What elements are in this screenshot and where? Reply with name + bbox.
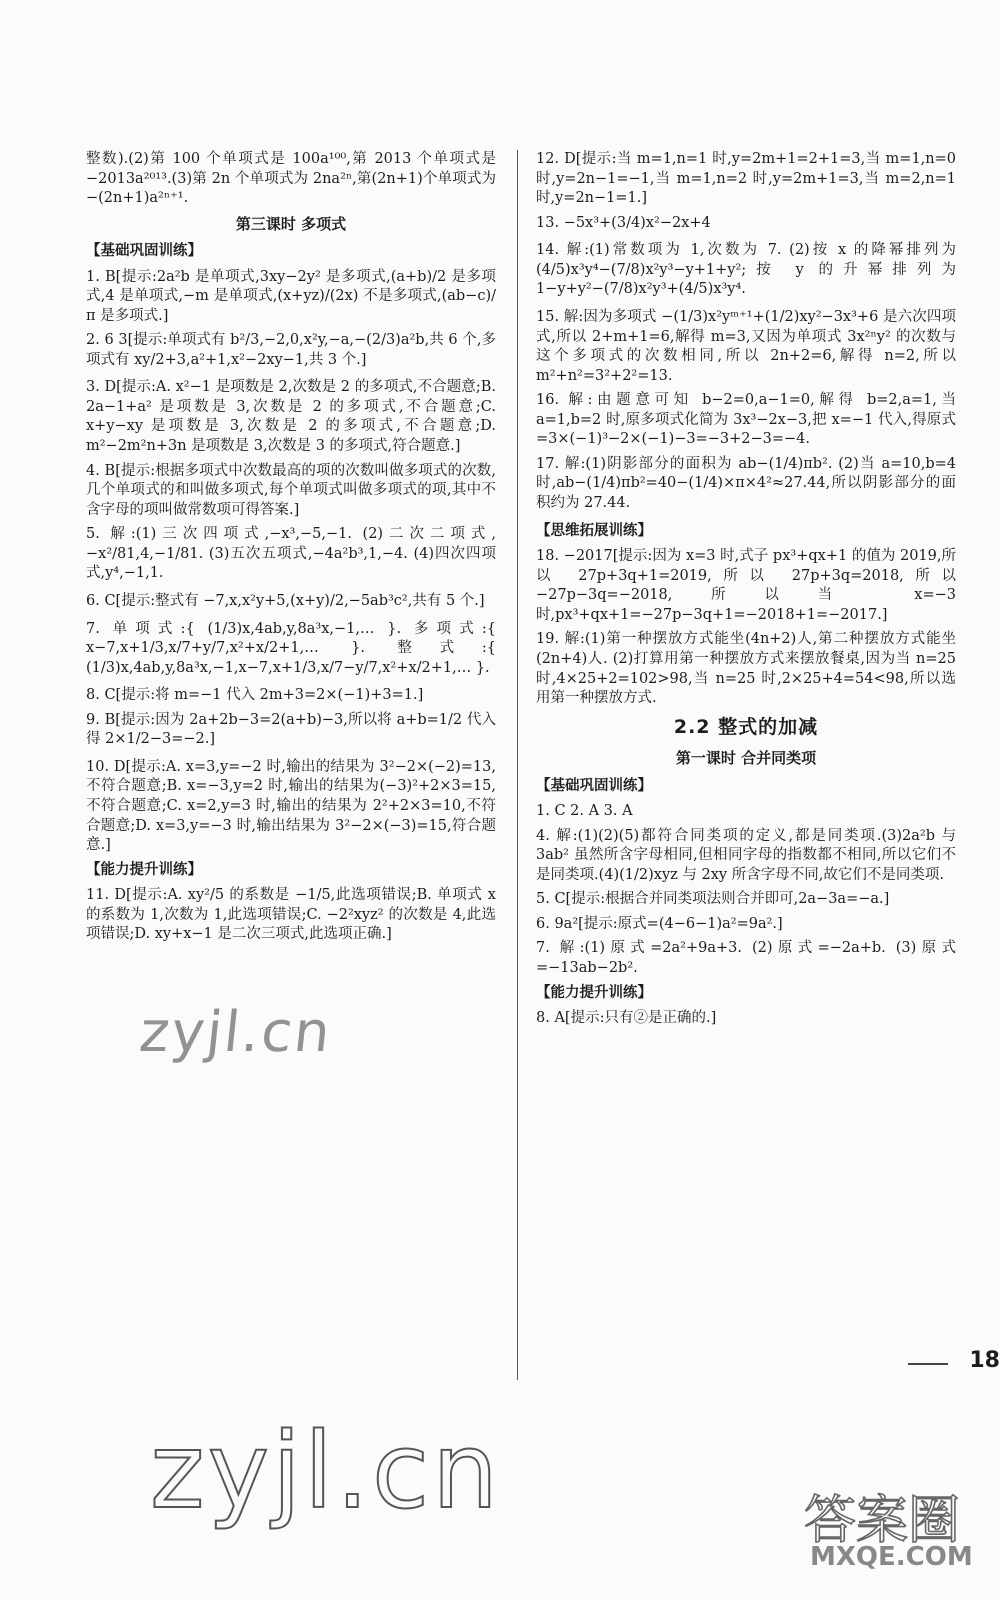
section-heading: 【能力提升训练】 xyxy=(86,861,202,878)
answer-6: 6. 9a²[提示:原式=(4−6−1)a²=9a².] xyxy=(536,915,783,932)
answer-9: 9. B[提示:因为 2a+2b−3=2(a+b)−3,所以将 a+b=1/2 代入得 2×1/2−3=−2.] xyxy=(86,711,496,748)
answer-paragraph: 整数).(2)第 100 个单项式是 100a¹⁰⁰,第 2013 个单项式是 −2013a²⁰¹³.(3)第 2n 个单项式为 2na²ⁿ,第(2n+1)个单项式为 −(2n+1)a²ⁿ⁺¹. xyxy=(86,151,496,207)
answer-16: 16. 解:由题意可知 b−2=0,a−1=0,解得 b=2,a=1,当 a=1,b=2 时,原多项式化简为 3x³−2x−3,把 x=−1 代入,得原式=3×(−1)³−2×(−1)−3=−3+2−3=−4. xyxy=(536,392,956,448)
section-heading: 【思维拓展训练】 xyxy=(536,522,652,539)
answer-15: 15. 解:因为多项式 −(1/3)x²yᵐ⁺¹+(1/2)xy²−3x³+6 是六次四项式,所以 2+m+1=6,解得 m=3,又因为单项式 3x²ⁿy² 的次数与这个多项式的次数相同,所以 2n+2=6,解得 n=2,所以 m²+n²=3²+2²=13. xyxy=(536,308,956,384)
answer-12: 12. D[提示:当 m=1,n=1 时,y=2m+1=2+1=3,当 m=1,n=0 时,y=2n−1=−1,当 m=1,n=2 时,y=2m+1=3,当 m=2,n=1 时,y=2n−1=1.] xyxy=(536,151,956,207)
column-divider xyxy=(517,150,518,1380)
watermark-logo xyxy=(800,1478,973,1578)
answer-1: 1. B[提示:2a²b 是单项式,3xy−2y² 是多项式,(a+b)/2 是多项式,4 是单项式,−m 是单项式,(x+yz)/(2x) 不是多项式,(ab−c)/π 是多项式.] xyxy=(86,268,496,324)
answer-1-3: 1. C 2. A 3. A xyxy=(536,803,633,820)
answer-2: 2. 6 3[提示:单项式有 b²/3,−2,0,x²y,−a,−(2/3)a²b,共 6 个,多项式有 xy/2+3,a²+1,x²−2xy−1,共 3 个.] xyxy=(86,332,496,368)
section-heading: 【能力提升训练】 xyxy=(536,984,652,1001)
answer-18: 18. −2017[提示:因为 x=3 时,式子 px³+qx+1 的值为 2019,所以 27p+3q+1=2019,所以 27p+3q=2018,所以 −27p−3q=−2018,所以当 x=−3 时,px³+qx+1=−27p−3q+1=−2018+1=−2017.] xyxy=(536,548,956,623)
answer-6: 6. C[提示:整式有 −7,x,x²y+5,(x+y)/2,−5ab³c²,共有 5 个.] xyxy=(86,592,485,609)
answer-5: 5. C[提示:根据合并同类项法则合并即可,2a−3a=−a.] xyxy=(536,891,890,908)
answer-7: 7. 解:(1)原式=2a²+9a+3. (2)原式=−2a+b. (3)原式=−13ab−2b². xyxy=(536,940,956,977)
answer-3: 3. D[提示:A. x²−1 是项数是 2,次数是 2 的多项式,不合题意;B. 2a−1+a² 是项数是 3,次数是 2 的多项式,不合题意;C. x+y−xy 是项数是 3,次数是 2 的多项式,不合题意;D. m²−2m²n+3n 是项数是 3,次数是 3 的多项式,符合题意.] xyxy=(86,379,496,454)
page-number-rule xyxy=(908,1363,948,1365)
chapter-title: 2.2 整式的加减 xyxy=(673,715,819,738)
answer-4: 4. B[提示:根据多项式中次数最高的项的次数叫做多项式的次数,几个单项式的和叫做多项式,每个单项式叫做多项式的项,其中不含字母的项叫做常数项可得答案.] xyxy=(86,462,496,518)
answer-5: 5. 解:(1)三次四项式,−x³,−5,−1. (2)二次二项式,−x²/81,4,−1/81. (3)五次五项式,−4a²b³,1,−4. (4)四次四项式,y⁴,−1,1. xyxy=(86,526,496,582)
answer-10: 10. D[提示:A. x=3,y=−2 时,输出的结果为 3²−2×(−2)=13,不符合题意;B. x=−3,y=2 时,输出的结果为(−3)²+2×3=15,不符合题意;C. x=2,y=3 时,输出的结果为 2²+2×3=10,不符合题意;D. x=3,y=−3 时,输出结果为 3²−2×(−3)=15,符合题意.] xyxy=(86,758,496,854)
section-heading: 【基础巩固训练】 xyxy=(86,242,202,259)
answer-17: 17. 解:(1)阴影部分的面积为 ab−(1/4)πb². (2)当 a=10,b=4 时,ab−(1/4)πb²=40−(1/4)×π×4²≈27.44,所以阴影部分的面积约为 27.44. xyxy=(536,455,956,511)
lesson-title: 第三课时 多项式 xyxy=(235,214,347,233)
answer-8: 8. A[提示:只有②是正确的.] xyxy=(536,1010,717,1027)
answer-4: 4. 解:(1)(2)(5)都符合同类项的定义,都是同类项.(3)2a²b 与 3ab² 虽然所含字母相同,但相同字母的指数都不相同,所以它们不是同类项.(4)(1/2)xyz 与 2xy 所含字母不同,故它们不是同类项. xyxy=(536,827,956,883)
right-column xyxy=(536,150,956,1034)
watermark-logo-en: MXQE.COM xyxy=(810,1542,973,1572)
left-column xyxy=(86,150,496,950)
section-heading: 【基础巩固训练】 xyxy=(536,777,652,794)
watermark-center: zyjl.cn xyxy=(136,1000,336,1065)
lesson-title: 第一课时 合并同类项 xyxy=(675,749,817,768)
watermark-bottom: zyjl.cn xyxy=(150,1410,502,1532)
answer-19: 19. 解:(1)第一种摆放方式能坐(4n+2)人,第二种摆放方式能坐(2n+4)人. (2)打算用第一种摆放方式来摆放餐桌,因为当 n=25 时,4×25+2=102>98,当 n=25 时,2×25+4=54<98,所以选用第一种摆放方式. xyxy=(536,631,956,707)
watermark-logo-cn: 答案圈 xyxy=(804,1491,961,1551)
answer-8: 8. C[提示:将 m=−1 代入 2m+3=2×(−1)+3=1.] xyxy=(86,687,424,704)
page-number: 18 xyxy=(969,1348,1000,1373)
answer-14: 14. 解:(1)常数项为 1,次数为 7. (2)按 x 的降幂排列为 (4/5)x³y⁴−(7/8)x²y³−y+1+y²;按 y 的升幂排列为 1−y+y²−(7/8)x²y³+(4/5)x³y⁴. xyxy=(536,242,956,298)
answer-13: 13. −5x³+(3/4)x²−2x+4 xyxy=(536,214,711,231)
answer-11: 11. D[提示:A. xy²/5 的系数是 −1/5,此选项错误;B. 单项式 x 的系数为 1,次数为 1,此选项错误;C. −2²xyz² 的次数是 4,此选项错误;D. xy+x−1 是二次三项式,此选项正确.] xyxy=(86,887,496,943)
answer-7: 7. 单项式:{ (1/3)x,4ab,y,8a³x,−1,… }. 多项式:{ x−7,x+1/3,x/7+y/7,x²+x/2+1,… }. 整式:{ (1/3)x,4ab,y,8a³x,−1,x−7,x+1/3,x/7−y/7,x²+x/2+1,… }. xyxy=(86,620,496,676)
